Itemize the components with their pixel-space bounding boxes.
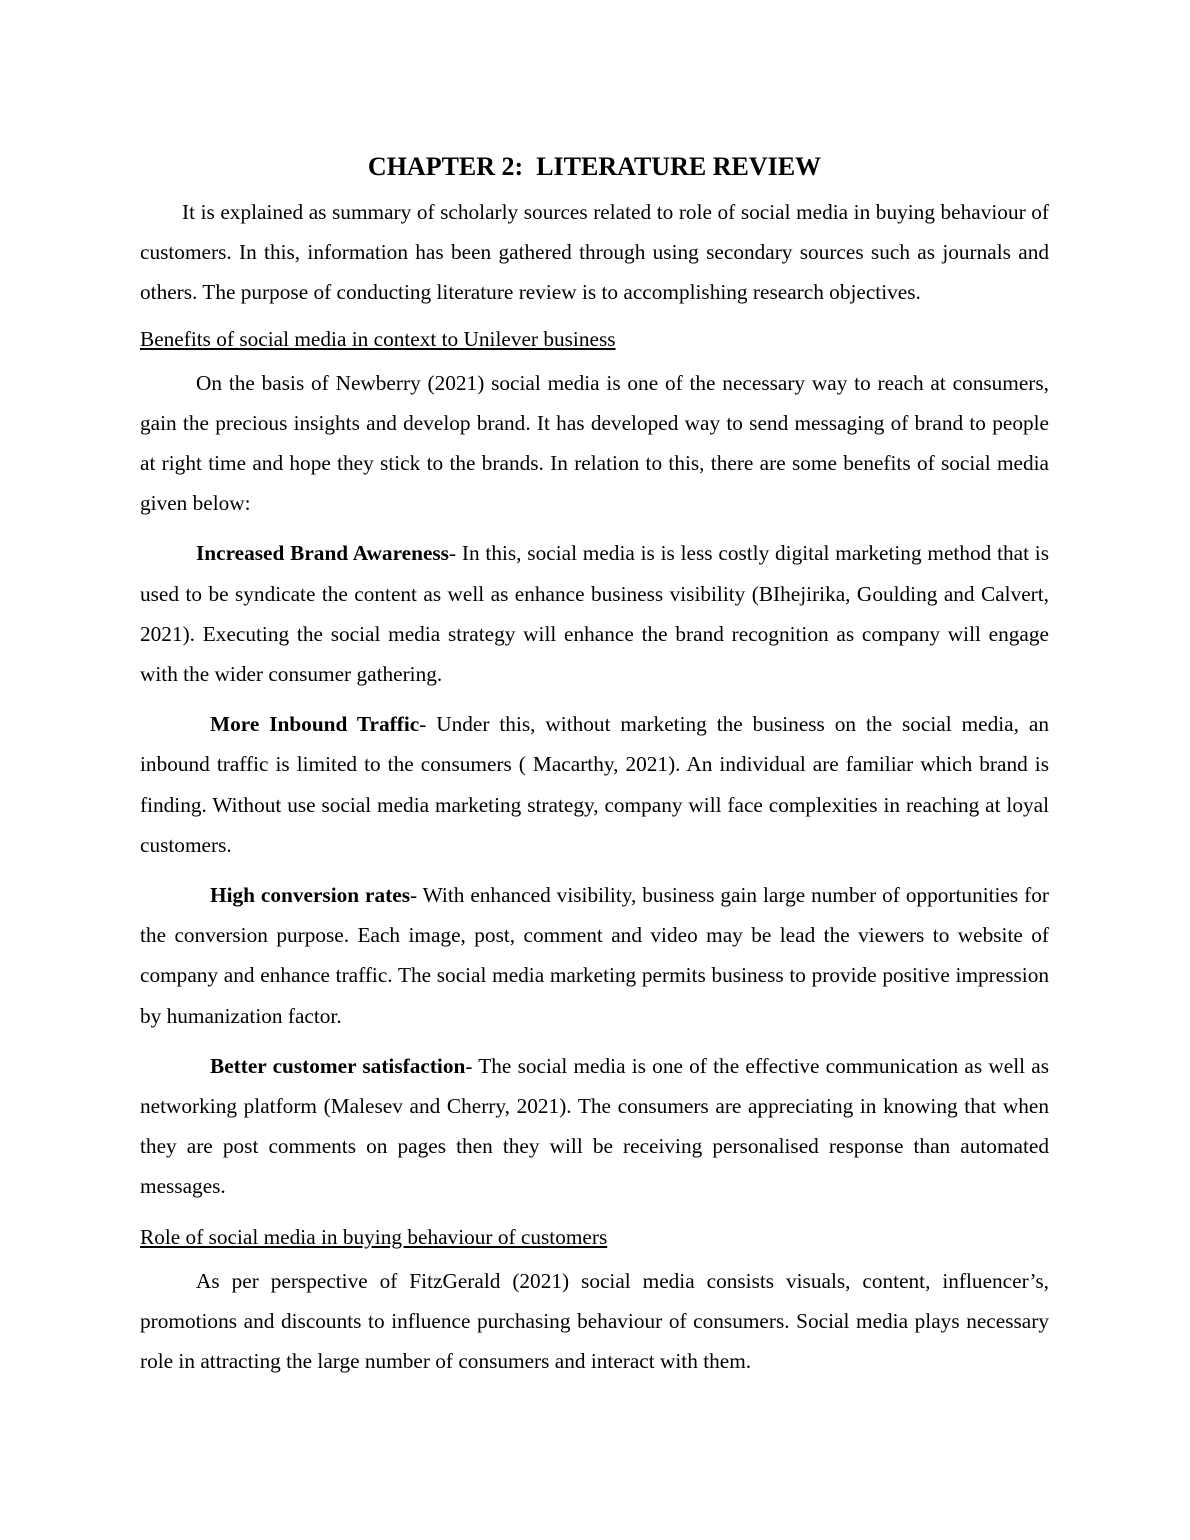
benefit-term: More Inbound Traffic bbox=[210, 712, 420, 737]
benefit-text: - Under this, without marketing the business on the social media, an inbound traffic is limited to the consumers ( Macarthy, 2021). An individual are familiar which brand is finding. Without use social media marketing strategy, company will face complexities in reaching at loyal customers. bbox=[140, 712, 1049, 857]
benefit-text: - With enhanced visibility, business gain large number of opportunities for the conversion purpose. Each image, post, comment and video may be lead the viewers to website of company and enhance traffic. The social media marketing permits business to provide positive impression by humanization factor. bbox=[140, 883, 1049, 1028]
benefit-term: Increased Brand Awareness bbox=[196, 541, 449, 566]
section-heading-benefits: Benefits of social media in context to Unilever business bbox=[140, 326, 616, 351]
section-heading-buying-behaviour: Role of social media in buying behaviour of customers bbox=[140, 1224, 608, 1249]
chapter-title: CHAPTER 2: LITERATURE REVIEW bbox=[367, 152, 822, 181]
document-page bbox=[140, 150, 1049, 1391]
benefit-term: Better customer satisfaction bbox=[210, 1053, 466, 1078]
benefit-text: - The social media is one of the effective communication as well as networking platform (Malesev and Cherry, 2021). The consumers are appreciating in knowing that when they are post comments on pages then they will be receiving personalised response than automated messages. bbox=[140, 1053, 1049, 1199]
benefit-term: High conversion rates bbox=[210, 883, 410, 908]
benefits-intro-paragraph: On the basis of Newberry (2021) social media is one of the necessary way to reach at consumers, gain the precious insights and develop brand. It has developed way to send messaging of brand to people at right time and hope they stick to the brands. In relation to this, there are some benefits of social media given below: bbox=[140, 370, 1049, 516]
benefit-customer-satisfaction bbox=[140, 1046, 1049, 1207]
benefit-brand-awareness bbox=[140, 533, 1049, 694]
intro-paragraph: It is explained as summary of scholarly sources related to role of social media in buying behaviour of customers. In this, information has been gathered through using secondary sources such as journals and others. The purpose of conducting literature review is to accomplishing research objectives. bbox=[140, 200, 1049, 305]
buying-behaviour-paragraph: As per perspective of FitzGerald (2021) social media consists visuals, content, influencer’s, promotions and discounts to influence purchasing behaviour of consumers. Social media plays necessary role in attracting the large number of consumers and interact with them. bbox=[140, 1268, 1049, 1374]
benefit-conversion-rates bbox=[140, 875, 1049, 1036]
benefit-text: - In this, social media is is less costly digital marketing method that is used to be syndicate the content as well as enhance business visibility (BIhejirika, Goulding and Calvert, 2021). Executing the social media strategy will enhance the brand recognition as company will engage with the wider consumer gathering. bbox=[140, 541, 1050, 687]
benefit-inbound-traffic bbox=[140, 704, 1049, 865]
